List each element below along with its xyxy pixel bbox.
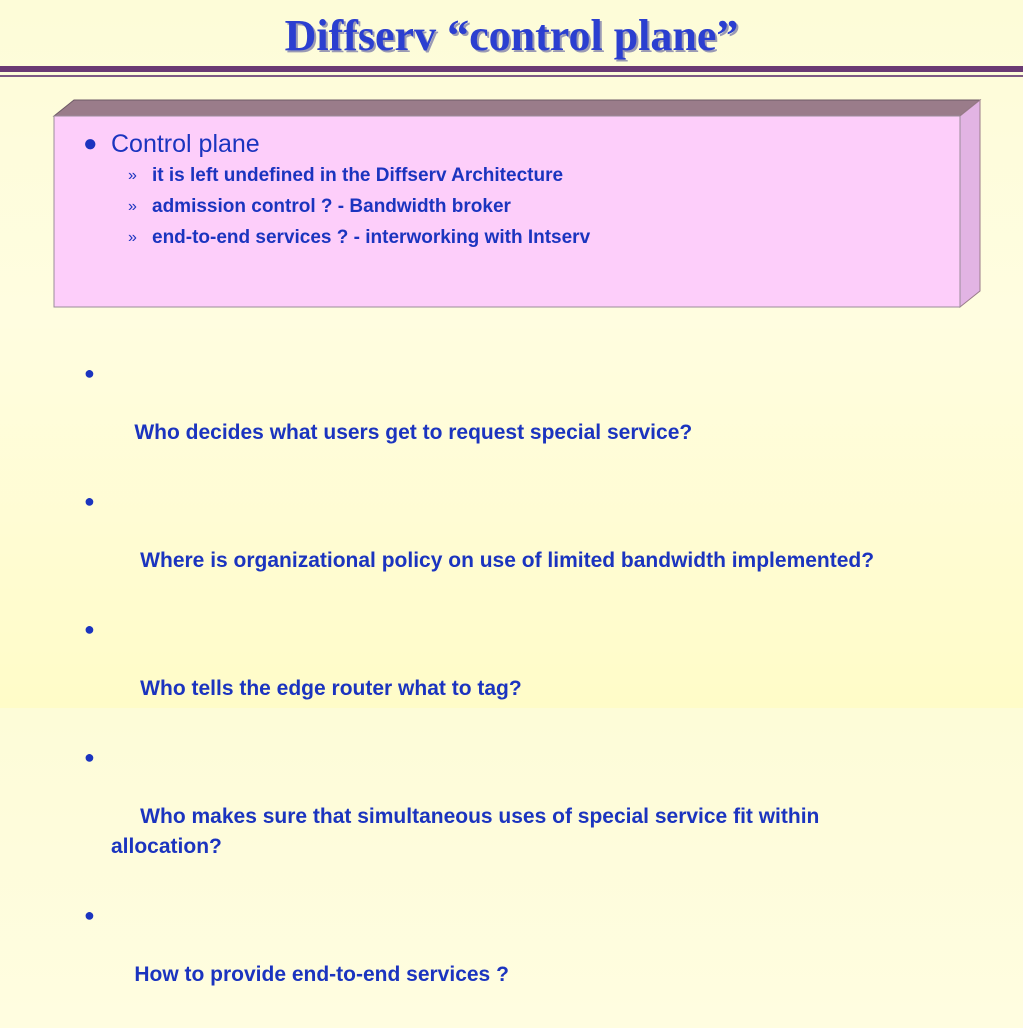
question-text: Where is organizational policy on use of limited bandwidth implemented? (134, 549, 875, 572)
bullet-dot-icon: ● (84, 619, 95, 639)
box-subitem-text: admission control ? - Bandwidth broker (152, 196, 511, 217)
box-heading: Control plane (111, 130, 260, 158)
box-side-face (960, 100, 980, 307)
box-content (58, 118, 958, 306)
bullet-dot-icon: ● (84, 491, 95, 511)
bullet-dot-icon: ● (84, 363, 95, 383)
bullet-dot-icon: ● (84, 747, 95, 767)
bullet-dot-icon: ● (84, 905, 95, 925)
box-subitem-text: it is left undefined in the Diffserv Architecture (152, 165, 564, 186)
guillemet-bullet-icon: » (128, 229, 137, 246)
box-top-face (54, 100, 980, 116)
question-list (84, 358, 904, 1028)
question-text: Who makes sure that simultaneous uses of special service fit within allocation? (111, 805, 826, 858)
question-item (84, 742, 904, 892)
question-item (84, 486, 904, 606)
box-subitem (58, 223, 958, 253)
box-subitem (58, 161, 958, 191)
slide-title: Diffserv “control plane” (284, 11, 739, 60)
question-text: Who tells the edge router what to tag? (134, 677, 522, 700)
guillemet-bullet-icon: » (128, 167, 137, 184)
question-item (84, 900, 904, 1020)
question-text: Who decides what users get to request special service? (134, 421, 693, 444)
box-subitem-text: end-to-end services ? - interworking with Intserv (152, 227, 591, 248)
question-item (84, 614, 904, 734)
question-item (84, 358, 904, 478)
bullet-dot-icon: ● (83, 130, 98, 157)
guillemet-bullet-icon: » (128, 198, 137, 215)
question-text: How to provide end-to-end services ? (134, 963, 509, 986)
box-subitem (58, 192, 958, 222)
box-heading-item (58, 128, 958, 160)
